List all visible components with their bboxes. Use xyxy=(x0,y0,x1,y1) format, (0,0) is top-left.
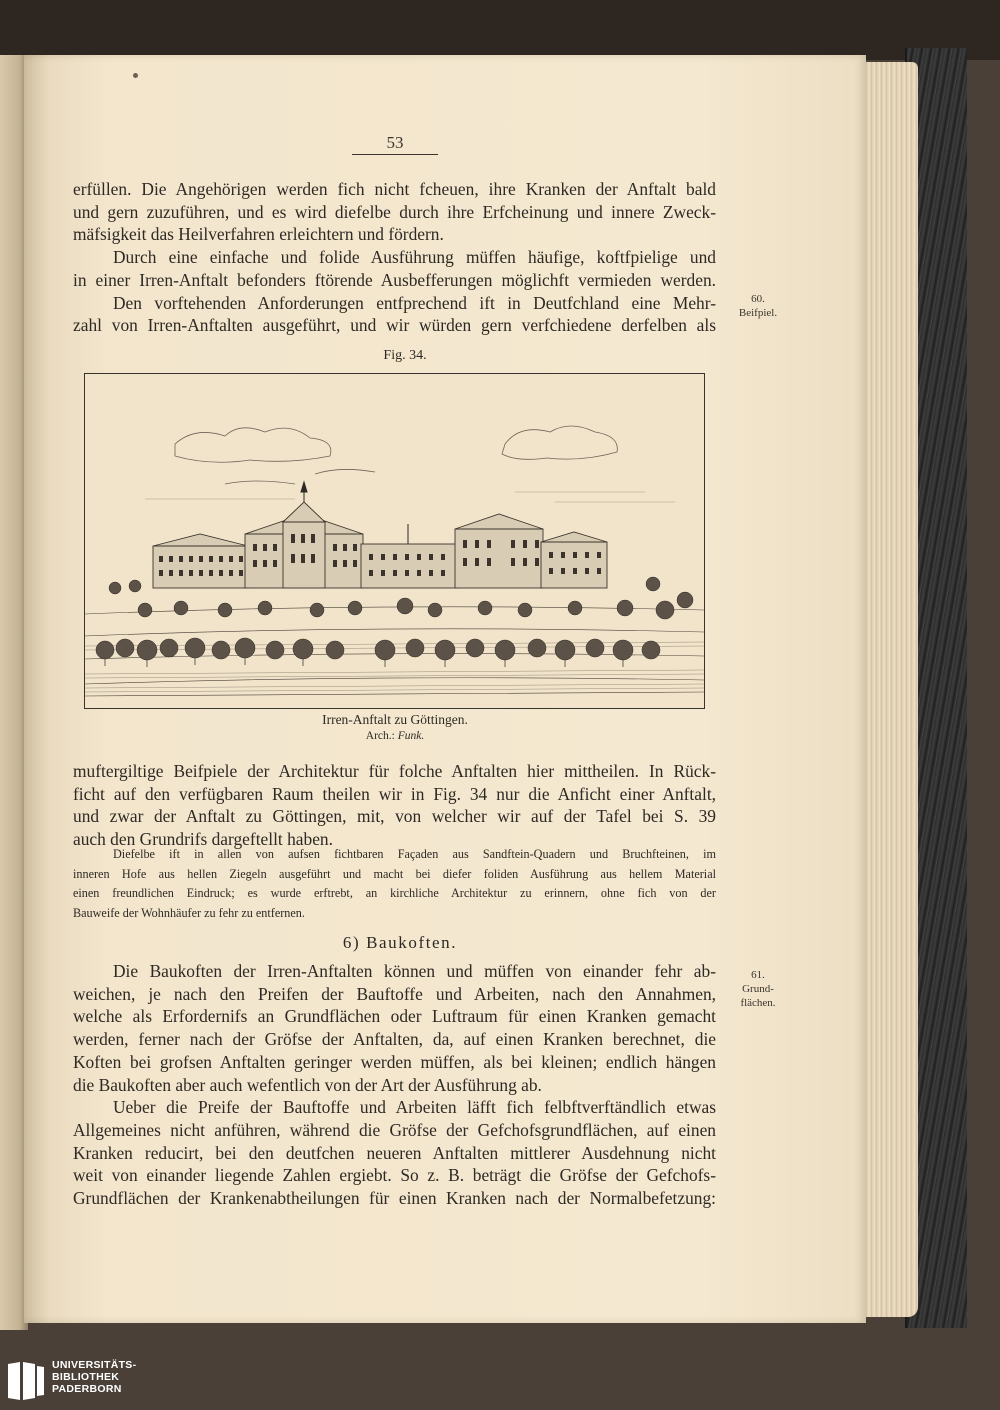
small-line: inneren Hofe aus hellen Ziegeln ausgeführt und macht bei diefer foliden Ausführung aus hellem Material xyxy=(73,866,716,881)
line: Durch eine einfache und folide Ausführung müffen häufige, koftfpielige und xyxy=(113,247,716,268)
line: welche als Erfordernifs an Grundflächen oder Luftraum für einen Kranken gemacht xyxy=(73,1006,716,1027)
small-line: einen freundlichen Eindruck; es wurde erftrebt, an kirchliche Architektur zu erinnern, ohne fich von der xyxy=(73,886,716,901)
page-number: 53 xyxy=(352,133,438,155)
figure-caption: Irren-Anftalt zu Göttingen. xyxy=(322,712,468,727)
credit-prefix: Arch.: xyxy=(365,730,395,742)
logo-line: BIBLIOTHEK xyxy=(52,1371,120,1383)
line: Den vorftehenden Anforderungen entfprechend ift in Deutfchland eine Mehr- xyxy=(113,292,716,313)
line: Die Baukoften der Irren-Anftalten können und müffen von einander fehr ab- xyxy=(113,961,716,981)
line: in einer Irren-Anftalt befonders ftörende Ausbefferungen möglichft vermieden werden. xyxy=(73,269,716,290)
ink-spot xyxy=(133,73,138,78)
section-heading: 6) Baukoften. xyxy=(342,933,458,952)
margin-note-60 xyxy=(728,292,788,320)
line: und zwar der Anftalt zu Göttingen, mit, von welcher wir auf der Tafel bei S. 39 xyxy=(73,806,716,827)
margin-note-number: 60. xyxy=(751,293,765,305)
library-logo-icon xyxy=(6,1360,46,1402)
margin-note-label: Grund- xyxy=(742,983,774,995)
line: Grundflächen der Krankenabtheilungen für einen Kranken nach der Normalbefetzung: xyxy=(73,1188,716,1209)
line: mäfsigkeit das Heilverfahren erleichtern und fördern. xyxy=(73,224,444,245)
line: Koften bei grofsen Anftalten geringer werden müffen, als bei kleinen; endlich hängen xyxy=(73,1051,716,1072)
line: und gern zuzuführen, und es wird diefelbe durch ihre Erfcheinung und innere Zweck- xyxy=(73,201,716,222)
text-middle xyxy=(73,760,716,851)
line: Kranken reducirt, bei den deutfchen neueren Anftalten mittlerer Ausdehnung nicht xyxy=(73,1142,716,1163)
margin-note-61 xyxy=(728,968,788,1010)
line: Allgemeines nicht anführen, während die Gröfse der Gefchofsgrundflächen, auf einen xyxy=(73,1119,716,1140)
logo-line: UNIVERSITÄTS- xyxy=(52,1359,137,1371)
library-logo-text xyxy=(52,1359,136,1395)
figure-credit xyxy=(280,730,510,742)
line: werden, ferner nach der Gröfse der Anftalten, da, auf einen Kranken berechnet, die xyxy=(73,1029,716,1050)
credit-name: Funk. xyxy=(397,730,425,742)
line: weit von einander liegende Zahlen ergiebt. So z. B. beträgt die Gröfse der Gefchofs- xyxy=(73,1165,716,1186)
logo-line: PADERBORN xyxy=(52,1383,122,1395)
text-top xyxy=(73,178,716,337)
line: erfüllen. Die Angehörigen werden fich nicht fcheuen, ihre Kranken der Anftalt bald xyxy=(73,179,716,199)
text-bottom xyxy=(73,960,716,1210)
text-small xyxy=(73,845,716,923)
line: weichen, je nach den Preifen der Bauftoffe und Arbeiten, nach den Annahmen, xyxy=(73,983,716,1004)
line: die Baukoften aber auch wefentlich von der Art der Ausführung ab. xyxy=(73,1074,542,1095)
scan-background-top xyxy=(0,0,1000,60)
line: muftergiltige Beifpiele der Architektur für folche Anftalten hier mittheilen. In Rück- xyxy=(73,761,716,781)
line: zahl von Irren-Anftalten ausgeführt, und wir würden gern verfchiedene derfelben als xyxy=(73,315,716,336)
figure-label: Fig. 34. xyxy=(383,348,427,363)
library-footer xyxy=(0,1352,1000,1410)
figure-engraving xyxy=(84,373,705,709)
line: Ueber die Preife der Bauftoffe und Arbeiten läfft fich felbftverftändlich etwas xyxy=(113,1097,716,1118)
building-illustration xyxy=(85,374,704,708)
line: ficht auf den verfügbaren Raum theilen wir in Fig. 34 nur die Anficht einer Anftalt, xyxy=(73,783,716,804)
page-edges xyxy=(858,62,918,1317)
line: auch den Grundrifs dargeftellt haben. xyxy=(73,829,333,850)
margin-note-label: Beifpiel. xyxy=(738,307,778,319)
margin-note-label: flächen. xyxy=(740,997,776,1009)
small-line: Bauweife der Wohnhäufer zu fehr zu entfernen. xyxy=(73,905,305,920)
small-line: Diefelbe ift in allen von aufsen fichtbaren Façaden aus Sandftein-Quadern und Bruchfteinen, im xyxy=(113,847,716,861)
margin-note-number: 61. xyxy=(751,969,765,981)
